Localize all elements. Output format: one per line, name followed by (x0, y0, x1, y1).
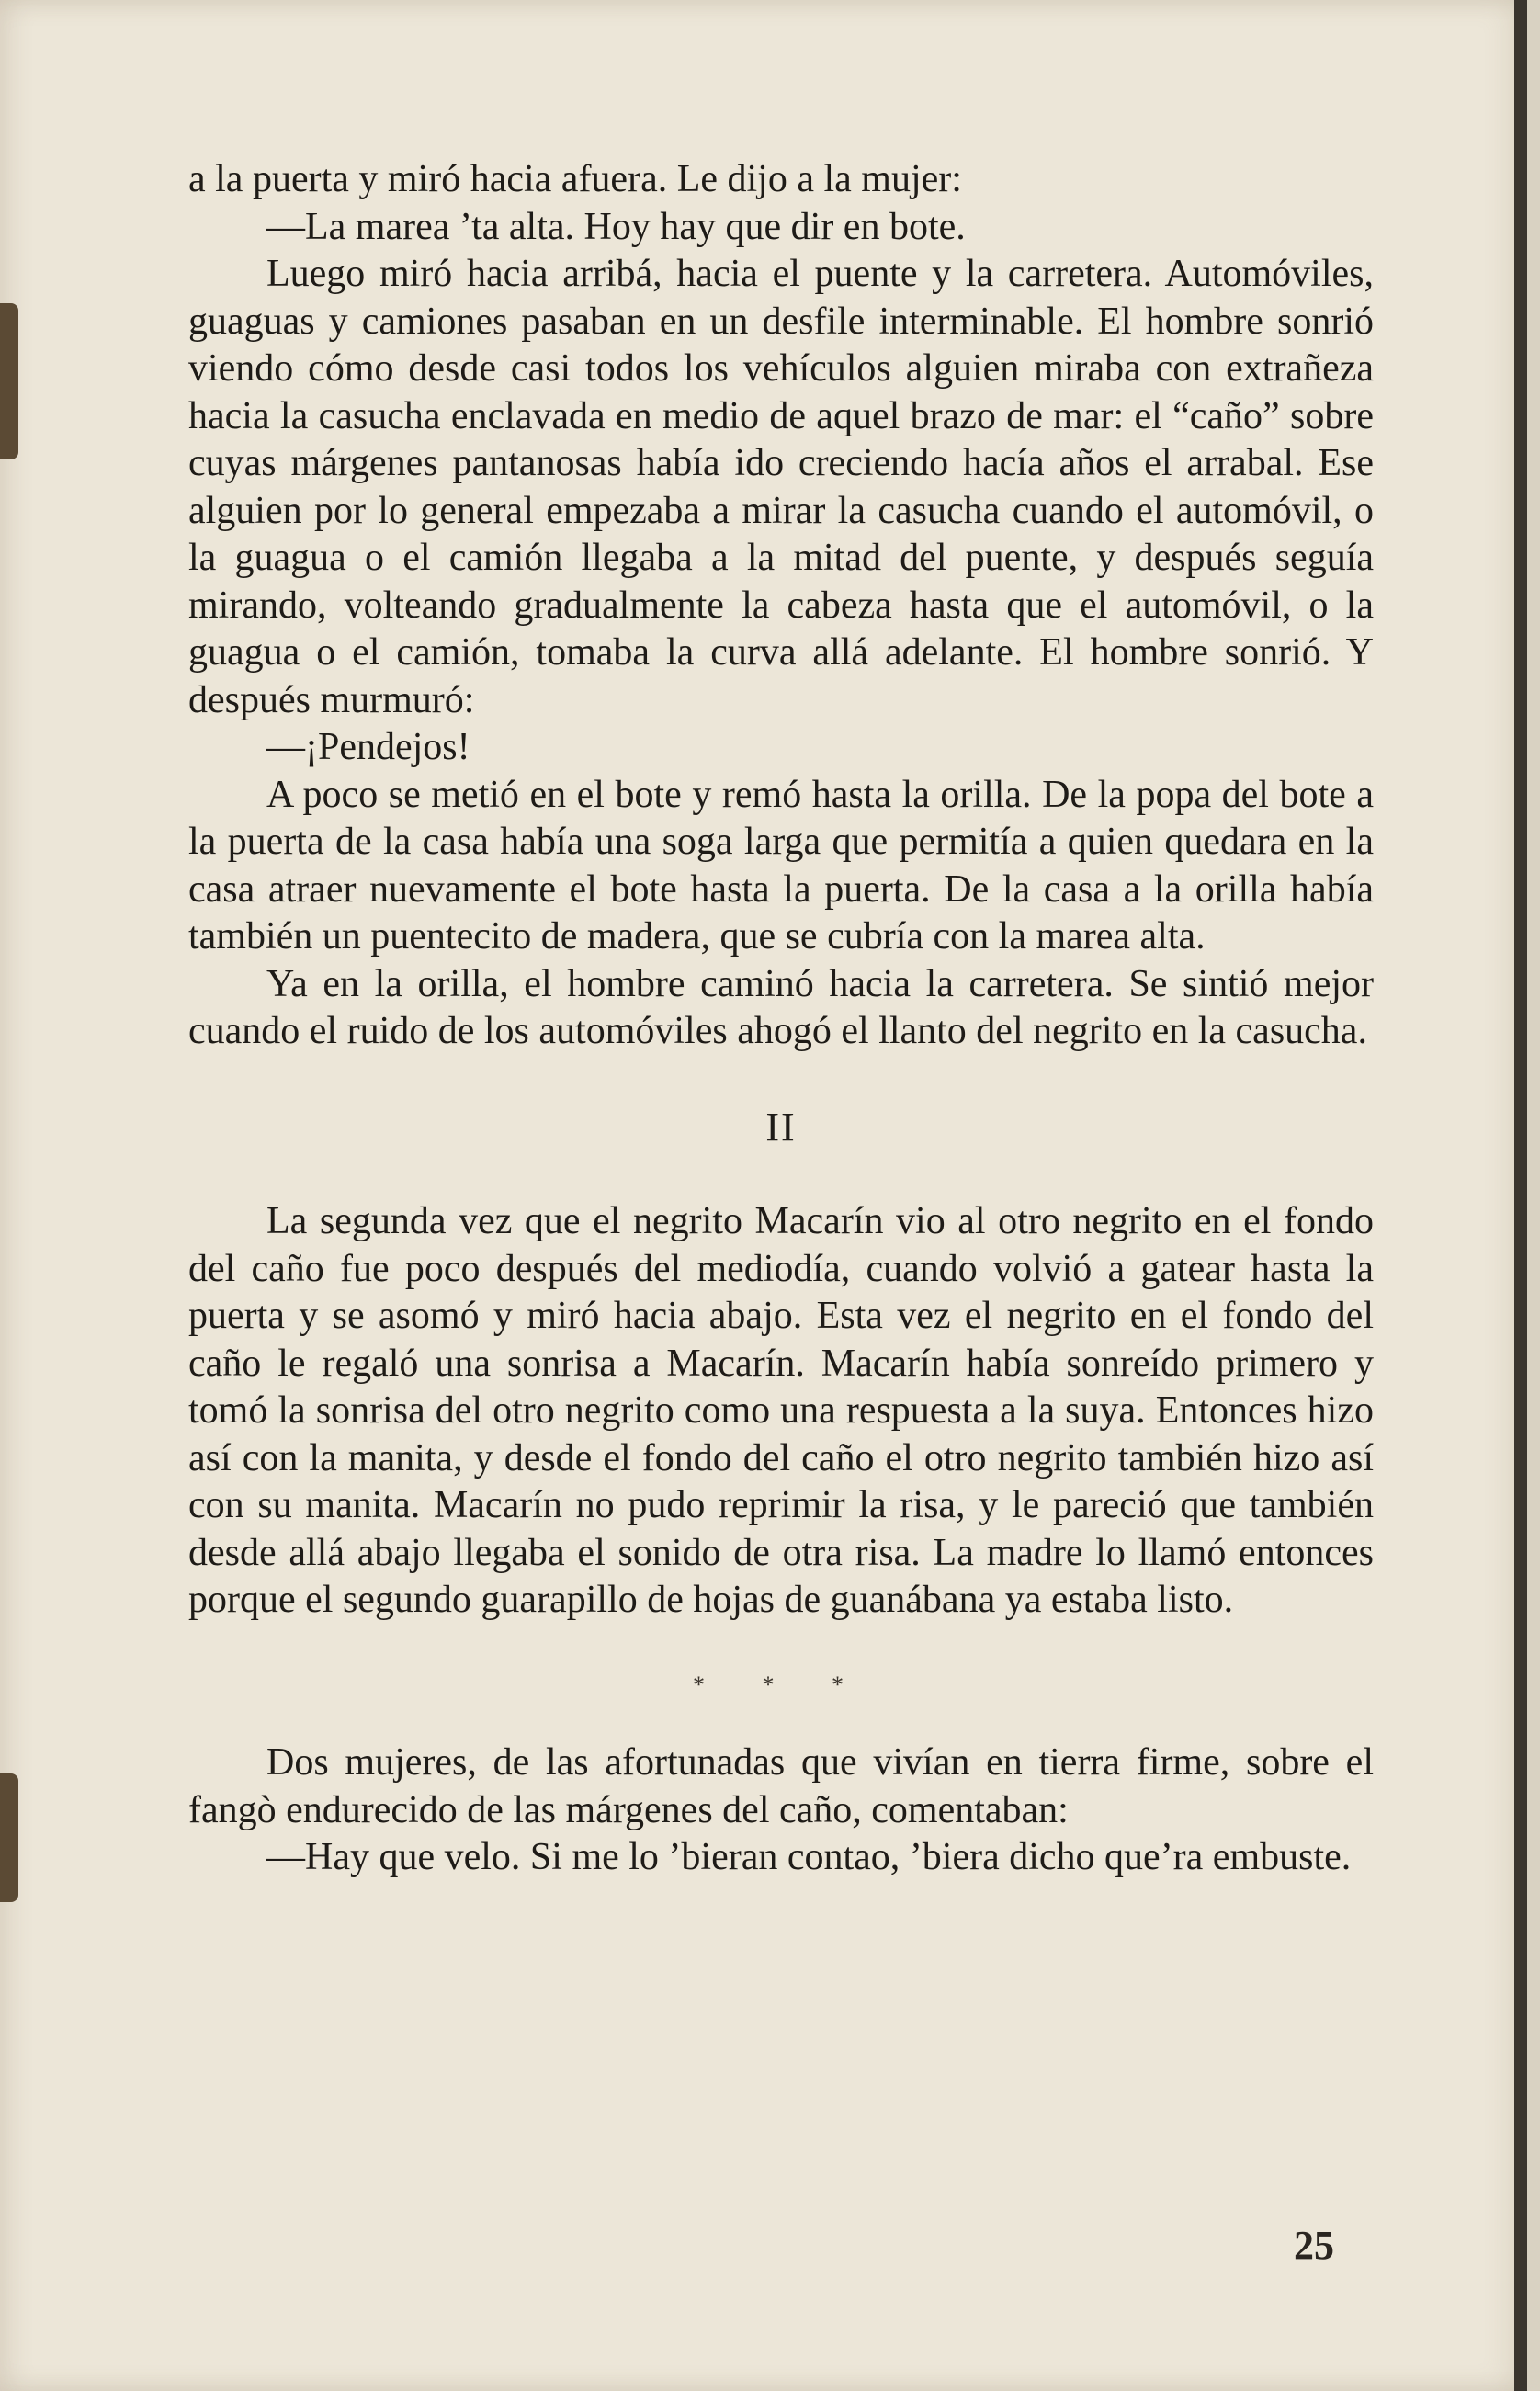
paragraph: Dos mujeres, de las afortunadas que vivían en tierra firme, sobre el fangò endurecido de las márgenes del caño, comentaban: (188, 1741, 1374, 1831)
page-number: 25 (1294, 2223, 1334, 2268)
page-edge-shadow (1514, 0, 1527, 2391)
text-part-2 (188, 1198, 1374, 1625)
text-part-1 (188, 156, 1374, 1056)
paragraph: —¡Pendejos! (266, 726, 470, 768)
paragraph: Ya en la orilla, el hombre caminó hacia la carretera. Se sintió mejor cuando el ruido de los automóviles ahogó el llanto del negrito en la casucha. (188, 962, 1374, 1052)
paragraph: Luego miró hacia arribá, hacia el puente y la carretera. Automóviles, guaguas y camiones pasaban en un desfile interminable. El hombre sonrió viendo cómo desde casi todos los vehículos alguien miraba con extrañeza hacia la casucha enclavada en medio de aquel brazo de mar: el “caño” sobre cuyas márgenes pantanosas había ido creciendo hacía años el arrabal. Ese alguien por lo general empezaba a mirar la casucha cuando el automóvil, o la guagua o el camión llegaba a la mitad del puente, y después seguía mirando, volteando gradualmente la cabeza hasta que el automóvil, o la guagua o el camión, tomaba la curva allá adelante. El hombre sonrió. Y después murmuró: (188, 253, 1374, 721)
body-text (188, 156, 1374, 1882)
paragraph: La segunda vez que el negrito Macarín vio al otro negrito en el fondo del caño fue poco después del mediodía, cuando volvió a gatear hasta la puerta y se asomó y miró hacia abajo. Esta vez el negrito en el fondo del caño le regaló una sonrisa a Macarín. Macarín había sonreído primero y tomó la sonrisa del otro negrito como una respuesta a la suya. Entonces hizo así con la manita, y desde el fondo del caño el otro negrito también hizo así con su manita. Macarín no pudo reprimir la risa, y le pareció que también desde allá abajo llegaba el sonido de otra risa. La madre lo llamó entonces porque el segundo guarapillo de hojas de guanábana ya estaba listo. (188, 1200, 1374, 1621)
binding-stain (0, 1773, 18, 1902)
section-separator: * * * (693, 1671, 869, 1698)
paragraph: A poco se metió en el bote y remó hasta la orilla. De la popa del bote a la puerta de la casa había una soga larga que permitía a quien quedara en la casa atraer nuevamente el bote hasta la puerta. De la casa a la orilla había también un puentecito de madera, que se cubría con la marea alta. (188, 773, 1374, 958)
paragraph: —Hay que velo. Si me lo ’bieran contao, ’biera dicho que’ra embuste. (266, 1836, 1352, 1878)
section-heading: II (765, 1104, 797, 1150)
binding-stain (0, 303, 18, 459)
paragraph: —La marea ’ta alta. Hoy hay que dir en bote. (266, 205, 966, 248)
paragraph: a la puerta y miró hacia afuera. Le dijo a la mujer: (188, 158, 962, 200)
text-part-3 (188, 1739, 1374, 1882)
